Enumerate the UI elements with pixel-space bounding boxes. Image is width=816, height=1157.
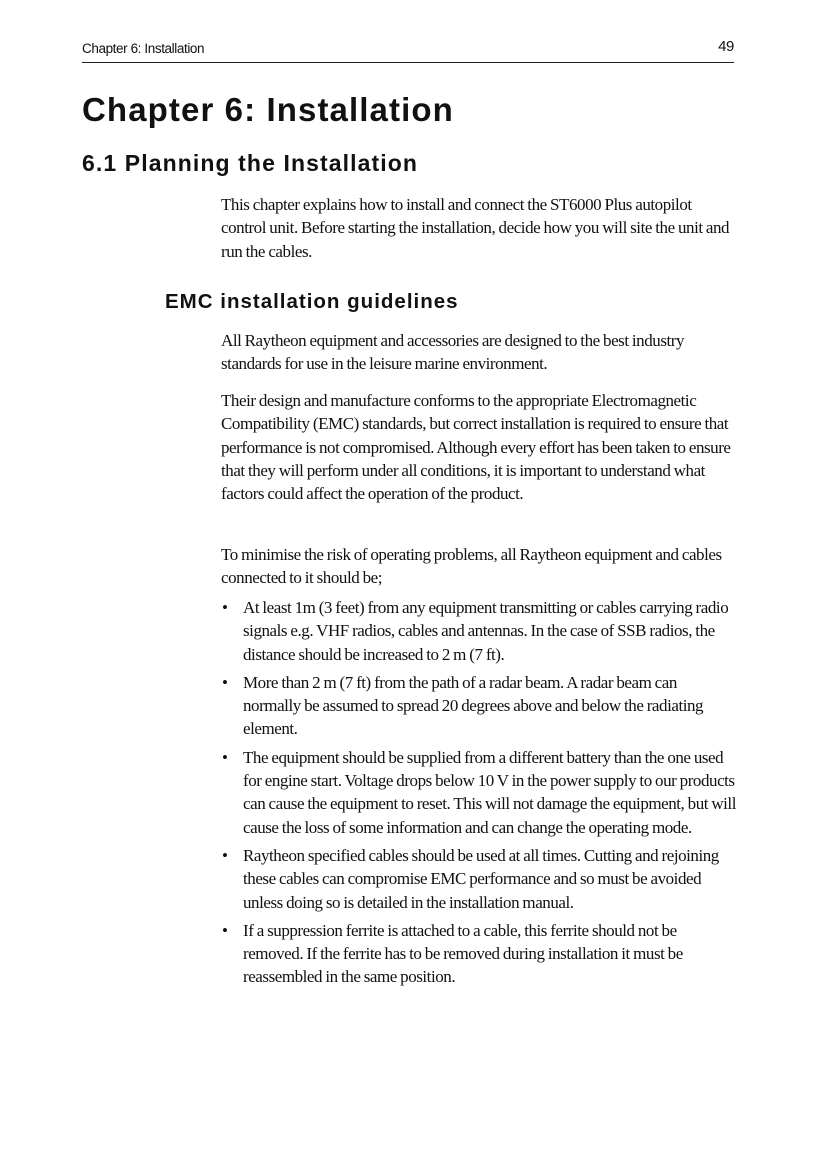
paragraph-text: To minimise the risk of operating problems, all Raytheon equipment and cables connected to it should be; <box>221 545 722 588</box>
bullet-icon: • <box>222 920 228 940</box>
bullet-icon: • <box>222 845 228 865</box>
list-item <box>221 844 736 914</box>
list-item-text: If a suppression ferrite is attached to a cable, this ferrite should not be removed. If the ferrite has to be removed during installation it must be reassembled in the same position. <box>243 920 683 987</box>
intro-paragraph <box>221 193 736 263</box>
emc-bullet-list <box>221 596 736 994</box>
list-item <box>221 746 736 839</box>
paragraph-text: All Raytheon equipment and accessories are designed to the best industry standards for use in the leisure marine environment. <box>221 331 685 374</box>
running-header <box>82 38 734 63</box>
running-header-chapter: Chapter 6: Installation <box>82 41 205 56</box>
bullet-icon: • <box>222 598 228 617</box>
emc-paragraph-3 <box>221 543 736 590</box>
bullet-icon: • <box>222 672 228 692</box>
chapter-title: Chapter 6: Installation <box>82 91 454 128</box>
list-item-text: At least 1m (3 feet) from any equipment transmitting or cables carrying radio signals e.g. VHF radios, cables and antennas. In the case of SSB radios, the distance should be increased to 2 m (7 ft). <box>243 598 729 664</box>
list-item-text: More than 2 m (7 ft) from the path of a radar beam. A radar beam can normally be assumed to spread 20 degrees above and below the radiating element. <box>243 672 704 739</box>
list-item-text: The equipment should be supplied from a different battery than the one used for engine start. Voltage drops below 10 V in the power supply to our products can cause the equipment to reset. This will not damage the equipment, but will cause the loss of some information and can change the operating mode. <box>243 747 736 837</box>
emc-guidelines-title: EMC installation guidelines <box>165 290 459 313</box>
list-item-text: Raytheon specified cables should be used at all times. Cutting and rejoining these cables can compromise EMC performance and so must be avoided unless doing so is detailed in the installation manual. <box>243 845 719 912</box>
intro-text: This chapter explains how to install and connect the ST6000 Plus autopilot control unit. Before starting the installation, decide how you will site the unit and run the cables. <box>221 195 730 261</box>
list-item <box>221 919 736 989</box>
paragraph-text: Their design and manufacture conforms to the appropriate Electromagnetic Compatibility (EMC) standards, but correct installation is required to ensure that performance is not compromised. Although every effort has been taken to ensure that they will perform under all conditions, it is important to understand what factors could affect the operation of the product. <box>221 391 731 504</box>
bullet-icon: • <box>222 747 228 767</box>
page-number: 49 <box>718 38 734 55</box>
emc-paragraph-2 <box>221 389 736 505</box>
emc-paragraph-1 <box>221 329 736 376</box>
list-item <box>221 671 736 741</box>
list-item <box>221 596 736 666</box>
section-title: 6.1 Planning the Installation <box>82 150 419 176</box>
